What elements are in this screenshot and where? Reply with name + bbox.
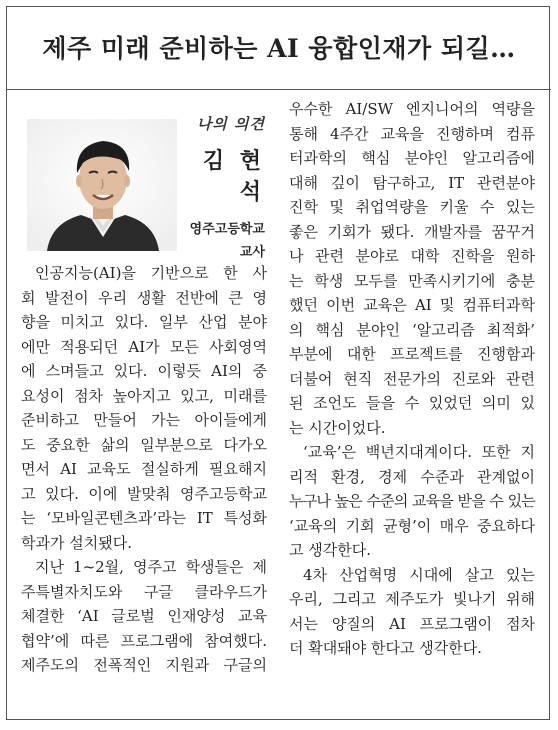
text-line: 는 시간이었다. xyxy=(289,418,386,437)
text-line: 에만 적용되던 AI가 모든 사회영역 xyxy=(21,337,267,356)
text-line: 준비하고 만들어 가는 아이들에게 xyxy=(21,411,267,429)
text-line: 터과학의 핵심 분야인 알고리즘에 xyxy=(289,149,535,167)
text-line: 향을 미치고 있다. 일부 산업 분야 xyxy=(21,313,267,331)
text-line: 더 확대돼야 한다고 생각한다. xyxy=(289,639,482,657)
text-line: 통해 4주간 교육을 진행하며 컴퓨 xyxy=(289,124,535,143)
author-school: 영주고등학교 xyxy=(189,222,265,237)
text-line: 서는 양질의 AI 프로그램이 점차 xyxy=(289,614,535,633)
text-line: 지난 1~2월, 영주고 학생들은 제 xyxy=(35,558,267,576)
text-line: 체결한 ‘AI 글로벌 인재양성 교육 xyxy=(21,607,267,625)
author-role: 교사 xyxy=(239,245,265,260)
author-name: 김 현 석 xyxy=(202,148,265,205)
byline xyxy=(173,113,265,260)
text-line: 4차 산업혁명 시대에 살고 있는 xyxy=(303,565,535,584)
text-line: 는 ‘모바일콘텐츠과’라는 IT 특성화 xyxy=(21,509,267,527)
text-line: 누구나 높은 수준의 교육을 받을 수 있는 xyxy=(289,492,535,510)
text-line: ‘교육’은 백년지대계이다. 또한 지 xyxy=(303,443,535,461)
column-label: 나의 의견 xyxy=(196,115,265,133)
text-line: 협약’에 따른 프로그램에 참여했다. xyxy=(21,631,267,650)
text-line: 에 스며들고 있다. 이렇듯 AI의 중 xyxy=(21,362,267,380)
text-line: 우리, 그리고 제주도가 빛나기 위해 xyxy=(289,590,535,608)
text-line: 우수한 AI/SW 엔지니어의 역량을 xyxy=(289,100,535,118)
author-photo xyxy=(27,119,177,251)
text-line: 고 생각한다. xyxy=(289,541,371,559)
article-frame xyxy=(6,6,550,720)
text-line: 의 핵심 분야인 ‘알고리즘 최적화’ xyxy=(289,320,535,339)
text-line: 고 있다. 이에 발맞춰 영주고등학교 xyxy=(21,484,267,503)
text-line: 주특별자치도와 구글 클라우드가 xyxy=(21,582,267,601)
text-line: 나 관련 분야로 대학 진학을 원하 xyxy=(289,247,535,265)
text-line: 진학 및 취업역량을 키울 수 있는 xyxy=(289,198,535,216)
text-line: 된 조언도 들을 수 있었던 의미 있 xyxy=(289,394,535,412)
text-line: ‘교육의 기회 균형’이 매우 중요하다 xyxy=(289,516,535,535)
text-line: 제주도의 전폭적인 지원과 구글의 xyxy=(21,656,267,674)
text-line: 부분에 대한 프로젝트를 진행함과 xyxy=(289,345,535,363)
headline-divider xyxy=(7,89,551,90)
text-line: 는 학생 모두를 만족시키기에 충분 xyxy=(289,271,535,290)
text-line: 리적 환경, 경제 수준과 관계없이 xyxy=(289,467,535,486)
text-line: 도 중요한 삶의 일부분으로 다가오 xyxy=(21,435,267,454)
text-line: 더불어 현직 전문가의 진로와 관련 xyxy=(289,369,535,388)
text-line: 요성이 점차 높아지고 있고, 미래를 xyxy=(21,386,267,405)
text-line: 인공지능(AI)을 기반으로 한 사 xyxy=(35,264,267,282)
text-line: 면서 AI 교육도 절실하게 필요해지 xyxy=(21,460,267,478)
article-column-left xyxy=(21,261,267,678)
text-line: 좋은 기회가 됐다. 개발자를 꿈꾸거 xyxy=(289,222,535,241)
text-line: 학과가 설치됐다. xyxy=(21,533,132,552)
article-column-right xyxy=(289,97,535,661)
headline: 제주 미래 준비하는 AI 융합인재가 되길… xyxy=(42,34,516,63)
text-line: 했던 이번 교육은 AI 및 컴퓨터과학 xyxy=(289,296,535,314)
text-line: 회 발전이 우리 생활 전반에 큰 영 xyxy=(21,288,267,307)
text-line: 대해 깊이 탐구하고, IT 관련분야 xyxy=(289,173,535,192)
